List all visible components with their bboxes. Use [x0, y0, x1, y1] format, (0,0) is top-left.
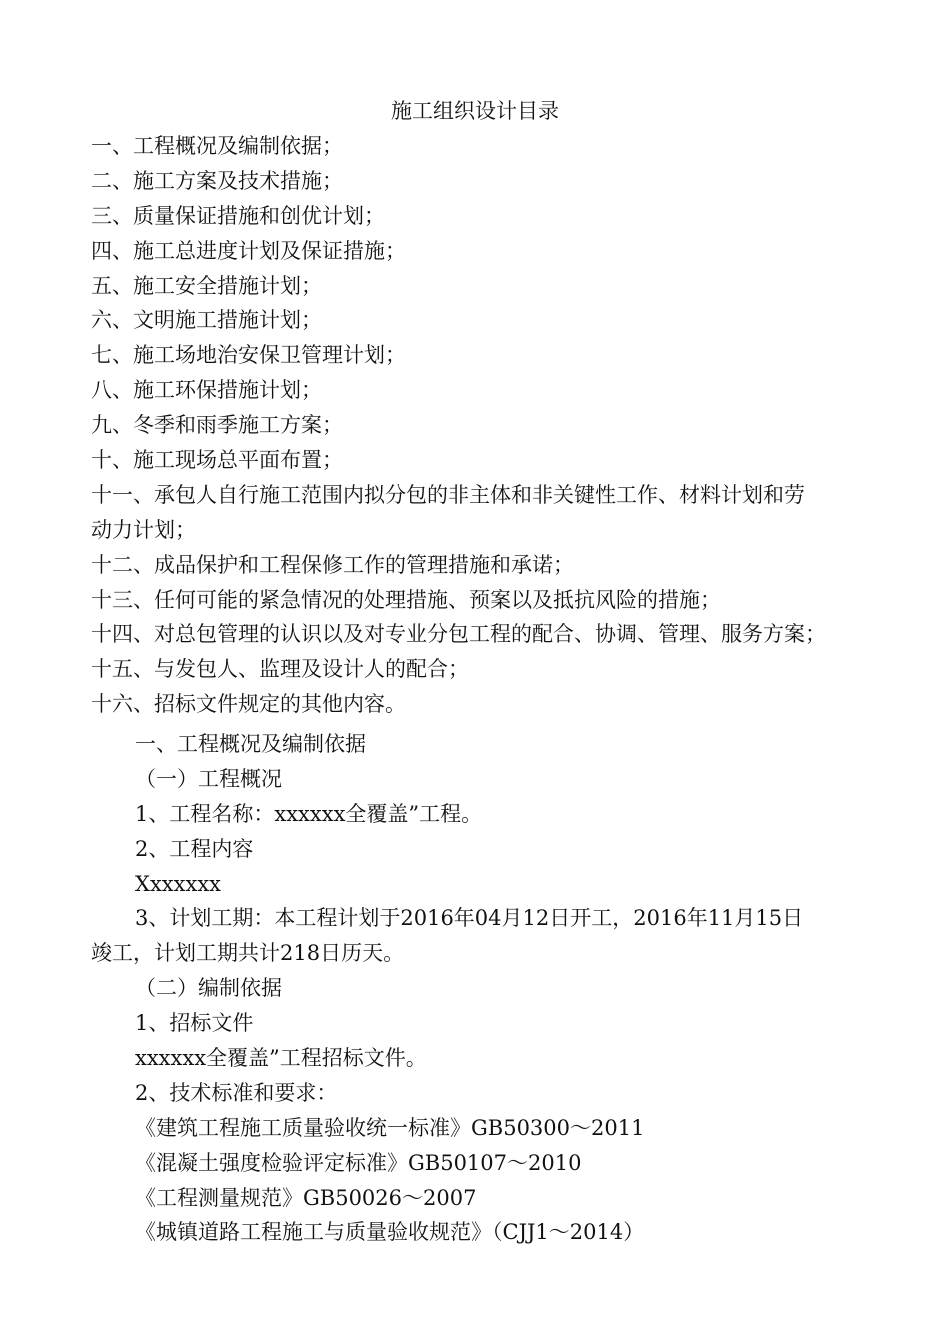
paragraph-continuation: 竣工，计划工期共计218日历天。 — [91, 941, 405, 966]
paragraph: 3、计划工期：本工程计划于2016年04月12日开工，2016年11月15日 — [135, 906, 804, 931]
paragraph: 2、技术标准和要求： — [135, 1080, 338, 1105]
standard-item: 《工程测量规范》GB50026～2007 — [135, 1185, 477, 1210]
toc-item: 六、文明施工措施计划； — [91, 308, 322, 333]
subsection-heading: （二）编制依据 — [135, 976, 282, 1001]
paragraph: 1、招标文件 — [135, 1011, 254, 1036]
subsection-heading: （一）工程概况 — [135, 766, 282, 791]
standard-item: 《城镇道路工程施工与质量验收规范》（CJJ1～2014） — [135, 1220, 645, 1245]
paragraph: Xxxxxxx — [135, 871, 222, 896]
standard-item: 《混凝土强度检验评定标准》GB50107～2010 — [135, 1150, 582, 1175]
toc-item: 十二、成品保护和工程保修工作的管理措施和承诺； — [91, 552, 574, 577]
toc-item: 十三、任何可能的紧急情况的处理措施、预案以及抵抗风险的措施； — [91, 587, 721, 612]
toc-item: 四、施工总进度计划及保证措施； — [91, 238, 406, 263]
toc-item: 一、工程概况及编制依据； — [91, 134, 343, 158]
toc-item: 十五、与发包人、监理及设计人的配合； — [91, 657, 469, 682]
toc-item: 十一、承包人自行施工范围内拟分包的非主体和非关键性工作、材料计划和劳 — [91, 482, 805, 507]
toc-item: 十、施工现场总平面布置； — [91, 448, 343, 473]
paragraph: 1、工程名称：xxxxxx全覆盖”工程。 — [135, 801, 483, 826]
toc-item: 七、施工场地治安保卫管理计划； — [91, 343, 406, 368]
toc-item: 十六、招标文件规定的其他内容。 — [91, 692, 406, 717]
paragraph: 2、工程内容 — [135, 836, 254, 861]
toc-item: 二、施工方案及技术措施； — [91, 168, 343, 193]
toc-item: 九、冬季和雨季施工方案； — [91, 413, 343, 438]
table-of-contents — [91, 129, 866, 722]
document-title: 施工组织设计目录 — [391, 99, 559, 123]
toc-item: 三、质量保证措施和创优计划； — [91, 203, 385, 228]
toc-item: 五、施工安全措施计划； — [91, 273, 322, 298]
document-body — [91, 727, 866, 1250]
paragraph: xxxxxx全覆盖”工程招标文件。 — [135, 1046, 427, 1071]
toc-item-continuation: 动力计划； — [91, 517, 196, 542]
toc-item: 八、施工环保措施计划； — [91, 378, 322, 403]
standard-item: 《建筑工程施工质量验收统一标准》GB50300～2011 — [135, 1115, 645, 1140]
toc-item: 十四、对总包管理的认识以及对专业分包工程的配合、协调、管理、服务方案； — [91, 622, 826, 647]
section-heading: 一、工程概况及编制依据 — [135, 732, 366, 756]
